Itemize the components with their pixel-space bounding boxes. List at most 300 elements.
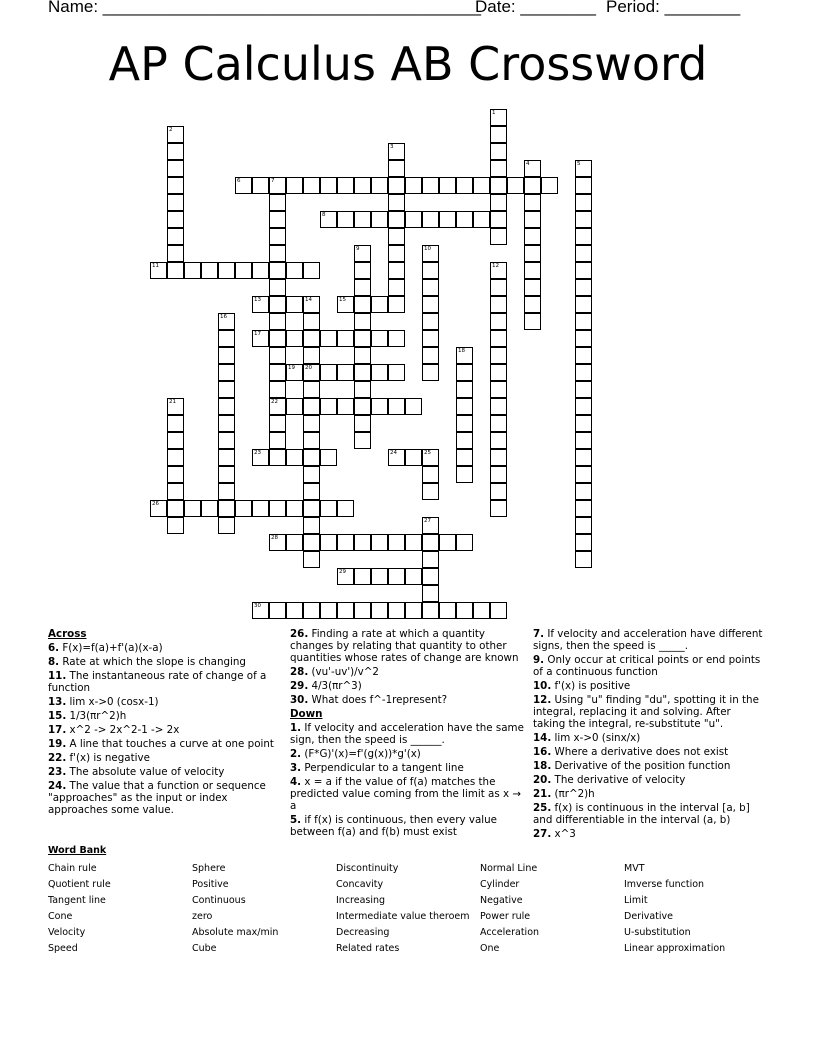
grid-cell[interactable]	[422, 296, 439, 313]
word-bank-word: Velocity	[48, 927, 86, 938]
grid-cell[interactable]	[354, 245, 371, 262]
grid-cell[interactable]	[490, 415, 507, 432]
grid-cell[interactable]	[490, 126, 507, 143]
grid-cell[interactable]	[388, 211, 405, 228]
grid-cell[interactable]	[439, 534, 456, 551]
grid-cell[interactable]	[524, 177, 541, 194]
period-field[interactable]: Period: ________	[606, 0, 741, 16]
grid-cell[interactable]	[354, 398, 371, 415]
grid-cell[interactable]	[252, 296, 269, 313]
clue-number: 5.	[290, 814, 302, 826]
grid-cell[interactable]	[235, 500, 252, 517]
date-field[interactable]: Date: ________	[475, 0, 596, 16]
grid-cell[interactable]	[422, 245, 439, 262]
grid-cell[interactable]	[575, 160, 592, 177]
grid-cell[interactable]	[422, 449, 439, 466]
grid-cell[interactable]	[405, 602, 422, 619]
grid-cell[interactable]	[354, 330, 371, 347]
down-clue	[290, 762, 526, 774]
grid-cell[interactable]	[269, 602, 286, 619]
grid-cell[interactable]	[490, 364, 507, 381]
grid-cell[interactable]	[405, 568, 422, 585]
grid-cell[interactable]	[337, 211, 354, 228]
grid-cell[interactable]	[269, 313, 286, 330]
grid-cell[interactable]	[490, 228, 507, 245]
grid-cell[interactable]	[575, 500, 592, 517]
grid-cell[interactable]	[252, 330, 269, 347]
grid-cell[interactable]	[388, 296, 405, 313]
grid-cell[interactable]	[167, 177, 184, 194]
grid-cell[interactable]	[167, 483, 184, 500]
grid-cell[interactable]	[218, 364, 235, 381]
grid-cell[interactable]	[218, 313, 235, 330]
grid-cell[interactable]	[575, 177, 592, 194]
grid-cell[interactable]	[303, 551, 320, 568]
grid-cell[interactable]	[167, 211, 184, 228]
grid-cell[interactable]	[524, 313, 541, 330]
grid-cell[interactable]	[269, 296, 286, 313]
grid-cell[interactable]	[422, 585, 439, 602]
grid-cell[interactable]	[388, 449, 405, 466]
grid-cell[interactable]	[490, 143, 507, 160]
grid-cell[interactable]	[388, 534, 405, 551]
grid-cell[interactable]	[235, 177, 252, 194]
grid-cell[interactable]	[388, 143, 405, 160]
grid-cell[interactable]	[235, 262, 252, 279]
grid-number: 12	[492, 263, 499, 269]
grid-cell[interactable]	[269, 194, 286, 211]
grid-cell[interactable]	[303, 364, 320, 381]
grid-cell[interactable]	[490, 347, 507, 364]
grid-cell[interactable]	[422, 568, 439, 585]
clue-number: 16.	[533, 746, 552, 758]
grid-number: 26	[152, 501, 159, 507]
grid-cell[interactable]	[456, 398, 473, 415]
clue-number: 10.	[533, 680, 552, 692]
grid-cell[interactable]	[269, 449, 286, 466]
grid-cell[interactable]	[473, 602, 490, 619]
grid-cell[interactable]	[303, 534, 320, 551]
grid-cell[interactable]	[286, 500, 303, 517]
grid-cell[interactable]	[405, 177, 422, 194]
grid-cell[interactable]	[286, 177, 303, 194]
grid-cell[interactable]	[354, 602, 371, 619]
grid-cell[interactable]	[354, 211, 371, 228]
grid-cell[interactable]	[320, 330, 337, 347]
grid-cell[interactable]	[456, 364, 473, 381]
grid-cell[interactable]	[354, 534, 371, 551]
grid-cell[interactable]	[354, 296, 371, 313]
grid-cell[interactable]	[490, 398, 507, 415]
clue-number: 2.	[290, 748, 302, 760]
grid-cell[interactable]	[320, 449, 337, 466]
grid-cell[interactable]	[422, 602, 439, 619]
grid-cell[interactable]	[405, 398, 422, 415]
grid-cell[interactable]	[286, 534, 303, 551]
grid-cell[interactable]	[371, 177, 388, 194]
across-clue	[48, 724, 278, 736]
grid-cell[interactable]	[371, 296, 388, 313]
grid-cell[interactable]	[490, 160, 507, 177]
grid-cell[interactable]	[167, 194, 184, 211]
grid-cell[interactable]	[575, 432, 592, 449]
grid-cell[interactable]	[150, 500, 167, 517]
grid-cell[interactable]	[337, 568, 354, 585]
grid-cell[interactable]	[320, 534, 337, 551]
grid-cell[interactable]	[303, 602, 320, 619]
grid-cell[interactable]	[286, 262, 303, 279]
grid-cell[interactable]	[303, 313, 320, 330]
grid-cell[interactable]	[167, 398, 184, 415]
word-bank-word: Acceleration	[480, 927, 540, 938]
grid-cell[interactable]	[439, 177, 456, 194]
grid-cell[interactable]	[218, 381, 235, 398]
grid-cell[interactable]	[490, 466, 507, 483]
word-bank-column	[624, 861, 725, 957]
grid-cell[interactable]	[405, 211, 422, 228]
grid-cell[interactable]	[218, 432, 235, 449]
clue-text: If velocity and acceleration have different signs, then the speed is _____.	[533, 628, 763, 652]
grid-number: 25	[424, 450, 431, 456]
grid-cell[interactable]	[167, 126, 184, 143]
word-bank-word: Power rule	[480, 911, 531, 922]
grid-cell[interactable]	[252, 500, 269, 517]
grid-cell[interactable]	[337, 500, 354, 517]
grid-cell[interactable]	[167, 415, 184, 432]
down-clue	[290, 748, 526, 760]
grid-cell[interactable]	[150, 262, 167, 279]
grid-cell[interactable]	[371, 398, 388, 415]
grid-cell[interactable]	[575, 551, 592, 568]
grid-cell[interactable]	[456, 415, 473, 432]
grid-cell[interactable]	[303, 398, 320, 415]
grid-cell[interactable]	[269, 262, 286, 279]
grid-cell[interactable]	[507, 177, 524, 194]
grid-cell[interactable]	[456, 449, 473, 466]
grid-number: 13	[254, 297, 261, 303]
grid-cell[interactable]	[439, 211, 456, 228]
grid-cell[interactable]	[575, 228, 592, 245]
grid-cell[interactable]	[269, 534, 286, 551]
grid-cell[interactable]	[167, 143, 184, 160]
grid-cell[interactable]	[167, 517, 184, 534]
grid-cell[interactable]	[167, 466, 184, 483]
grid-cell[interactable]	[167, 160, 184, 177]
grid-cell[interactable]	[354, 313, 371, 330]
grid-cell[interactable]	[422, 347, 439, 364]
grid-cell[interactable]	[422, 534, 439, 551]
grid-cell[interactable]	[575, 381, 592, 398]
grid-cell[interactable]	[320, 500, 337, 517]
word-bank-column	[192, 861, 278, 957]
grid-cell[interactable]	[320, 398, 337, 415]
grid-cell[interactable]	[286, 296, 303, 313]
grid-cell[interactable]	[269, 211, 286, 228]
grid-cell[interactable]	[473, 211, 490, 228]
grid-cell[interactable]	[439, 602, 456, 619]
page-title: AP Calculus AB Crossword	[108, 37, 708, 91]
grid-cell[interactable]	[456, 381, 473, 398]
grid-cell[interactable]	[184, 262, 201, 279]
grid-cell[interactable]	[490, 500, 507, 517]
grid-cell[interactable]	[303, 517, 320, 534]
grid-cell[interactable]	[354, 432, 371, 449]
grid-cell[interactable]	[524, 228, 541, 245]
grid-cell[interactable]	[218, 347, 235, 364]
grid-cell[interactable]	[524, 245, 541, 262]
grid-cell[interactable]	[524, 296, 541, 313]
grid-cell[interactable]	[490, 330, 507, 347]
grid-cell[interactable]	[371, 534, 388, 551]
grid-cell[interactable]	[303, 177, 320, 194]
grid-cell[interactable]	[422, 483, 439, 500]
grid-cell[interactable]	[575, 296, 592, 313]
grid-cell[interactable]	[354, 415, 371, 432]
grid-number: 30	[254, 603, 261, 609]
grid-number: 10	[424, 246, 431, 252]
grid-cell[interactable]	[269, 432, 286, 449]
grid-cell[interactable]	[490, 177, 507, 194]
grid-cell[interactable]	[218, 449, 235, 466]
grid-cell[interactable]	[524, 160, 541, 177]
grid-cell[interactable]	[456, 211, 473, 228]
grid-cell[interactable]	[218, 398, 235, 415]
grid-cell[interactable]	[269, 245, 286, 262]
grid-cell[interactable]	[337, 534, 354, 551]
grid-number: 8	[322, 212, 326, 218]
grid-cell[interactable]	[456, 432, 473, 449]
grid-cell[interactable]	[286, 330, 303, 347]
clue-number: 6.	[48, 642, 60, 654]
grid-cell[interactable]	[490, 279, 507, 296]
grid-cell[interactable]	[303, 347, 320, 364]
grid-cell[interactable]	[286, 449, 303, 466]
grid-cell[interactable]	[575, 330, 592, 347]
grid-cell[interactable]	[286, 602, 303, 619]
grid-cell[interactable]	[337, 364, 354, 381]
grid-cell[interactable]	[490, 211, 507, 228]
grid-cell[interactable]	[354, 262, 371, 279]
grid-cell[interactable]	[371, 211, 388, 228]
grid-cell[interactable]	[575, 466, 592, 483]
grid-cell[interactable]	[167, 449, 184, 466]
grid-cell[interactable]	[269, 279, 286, 296]
grid-cell[interactable]	[388, 262, 405, 279]
grid-cell[interactable]	[269, 330, 286, 347]
clue-text: Rate at which the slope is changing	[59, 656, 246, 668]
grid-cell[interactable]	[490, 296, 507, 313]
grid-cell[interactable]	[167, 500, 184, 517]
grid-cell[interactable]	[286, 364, 303, 381]
grid-cell[interactable]	[388, 398, 405, 415]
grid-cell[interactable]	[269, 177, 286, 194]
grid-cell[interactable]	[354, 347, 371, 364]
grid-cell[interactable]	[490, 381, 507, 398]
grid-cell[interactable]	[303, 262, 320, 279]
grid-cell[interactable]	[388, 245, 405, 262]
word-bank-word: Sphere	[192, 863, 226, 874]
grid-cell[interactable]	[388, 160, 405, 177]
grid-cell[interactable]	[167, 432, 184, 449]
grid-cell[interactable]	[286, 398, 303, 415]
grid-cell[interactable]	[422, 177, 439, 194]
grid-cell[interactable]	[201, 262, 218, 279]
grid-cell[interactable]	[490, 313, 507, 330]
grid-cell[interactable]	[167, 245, 184, 262]
grid-cell[interactable]	[371, 602, 388, 619]
grid-cell[interactable]	[218, 483, 235, 500]
grid-cell[interactable]	[388, 279, 405, 296]
grid-cell[interactable]	[320, 364, 337, 381]
grid-cell[interactable]	[575, 534, 592, 551]
grid-cell[interactable]	[575, 211, 592, 228]
grid-cell[interactable]	[524, 279, 541, 296]
grid-cell[interactable]	[490, 262, 507, 279]
down-clue	[290, 722, 526, 746]
grid-cell[interactable]	[575, 449, 592, 466]
grid-cell[interactable]	[388, 228, 405, 245]
grid-cell[interactable]	[303, 466, 320, 483]
grid-cell[interactable]	[252, 602, 269, 619]
grid-cell[interactable]	[524, 211, 541, 228]
grid-cell[interactable]	[337, 296, 354, 313]
grid-cell[interactable]	[422, 551, 439, 568]
grid-cell[interactable]	[218, 466, 235, 483]
grid-cell[interactable]	[456, 347, 473, 364]
grid-cell[interactable]	[388, 177, 405, 194]
grid-cell[interactable]	[456, 602, 473, 619]
grid-cell[interactable]	[354, 568, 371, 585]
grid-cell[interactable]	[269, 228, 286, 245]
grid-cell[interactable]	[354, 177, 371, 194]
grid-cell[interactable]	[490, 449, 507, 466]
clue-number: 21.	[533, 788, 552, 800]
grid-cell[interactable]	[337, 330, 354, 347]
clue-text: f(x) is continuous in the interval [a, b] and differentiable in the interval (a, b)	[533, 802, 750, 826]
grid-cell[interactable]	[337, 177, 354, 194]
grid-cell[interactable]	[303, 381, 320, 398]
clue-number: 9.	[533, 654, 545, 666]
grid-cell[interactable]	[575, 364, 592, 381]
grid-cell[interactable]	[388, 568, 405, 585]
grid-cell[interactable]	[320, 602, 337, 619]
grid-cell[interactable]	[371, 330, 388, 347]
grid-cell[interactable]	[541, 177, 558, 194]
grid-cell[interactable]	[422, 262, 439, 279]
grid-cell[interactable]	[575, 483, 592, 500]
grid-cell[interactable]	[388, 330, 405, 347]
grid-cell[interactable]	[167, 262, 184, 279]
clue-number: 19.	[48, 738, 67, 750]
grid-cell[interactable]	[337, 398, 354, 415]
grid-cell[interactable]	[269, 347, 286, 364]
grid-cell[interactable]	[490, 194, 507, 211]
grid-cell[interactable]	[490, 109, 507, 126]
grid-cell[interactable]	[473, 177, 490, 194]
grid-cell[interactable]	[388, 602, 405, 619]
grid-cell[interactable]	[218, 517, 235, 534]
clue-text: Only occur at critical points or end points of a continuous function	[533, 654, 761, 678]
grid-cell[interactable]	[490, 602, 507, 619]
grid-cell[interactable]	[405, 534, 422, 551]
grid-cell[interactable]	[184, 500, 201, 517]
grid-cell[interactable]	[490, 483, 507, 500]
grid-cell[interactable]	[218, 500, 235, 517]
grid-cell[interactable]	[269, 381, 286, 398]
grid-cell[interactable]	[218, 262, 235, 279]
grid-cell[interactable]	[167, 228, 184, 245]
grid-cell[interactable]	[575, 313, 592, 330]
grid-cell[interactable]	[524, 262, 541, 279]
grid-cell[interactable]	[303, 449, 320, 466]
grid-cell[interactable]	[405, 449, 422, 466]
grid-cell[interactable]	[575, 398, 592, 415]
word-bank-word: Increasing	[336, 895, 386, 906]
grid-cell[interactable]	[320, 177, 337, 194]
grid-cell[interactable]	[269, 415, 286, 432]
grid-cell[interactable]	[422, 517, 439, 534]
grid-cell[interactable]	[422, 313, 439, 330]
grid-cell[interactable]	[575, 517, 592, 534]
grid-cell[interactable]	[422, 330, 439, 347]
grid-cell[interactable]	[252, 262, 269, 279]
grid-cell[interactable]	[218, 415, 235, 432]
grid-cell[interactable]	[303, 330, 320, 347]
grid-cell[interactable]	[337, 602, 354, 619]
grid-cell[interactable]	[575, 194, 592, 211]
grid-cell[interactable]	[422, 279, 439, 296]
grid-cell[interactable]	[371, 364, 388, 381]
grid-cell[interactable]	[218, 330, 235, 347]
grid-cell[interactable]	[252, 177, 269, 194]
grid-cell[interactable]	[388, 364, 405, 381]
grid-cell[interactable]	[269, 364, 286, 381]
grid-cell[interactable]	[354, 279, 371, 296]
grid-cell[interactable]	[575, 415, 592, 432]
grid-cell[interactable]	[490, 432, 507, 449]
clue-text: Perpendicular to a tangent line	[301, 762, 464, 774]
grid-cell[interactable]	[371, 568, 388, 585]
grid-cell[interactable]	[422, 364, 439, 381]
grid-number: 20	[305, 365, 312, 371]
name-field[interactable]: Name: ________________________________________	[48, 0, 481, 16]
grid-cell[interactable]	[269, 398, 286, 415]
grid-cell[interactable]	[388, 194, 405, 211]
grid-cell[interactable]	[252, 449, 269, 466]
grid-cell[interactable]	[303, 432, 320, 449]
grid-cell[interactable]	[575, 262, 592, 279]
grid-cell[interactable]	[320, 211, 337, 228]
grid-cell[interactable]	[269, 500, 286, 517]
grid-cell[interactable]	[201, 500, 218, 517]
grid-cell[interactable]	[354, 364, 371, 381]
grid-cell[interactable]	[422, 211, 439, 228]
clue-number: 26.	[290, 628, 309, 640]
grid-cell[interactable]	[422, 466, 439, 483]
grid-cell[interactable]	[303, 296, 320, 313]
grid-cell[interactable]	[524, 194, 541, 211]
grid-cell[interactable]	[303, 483, 320, 500]
grid-cell[interactable]	[575, 279, 592, 296]
grid-cell[interactable]	[303, 415, 320, 432]
grid-cell[interactable]	[575, 245, 592, 262]
grid-cell[interactable]	[456, 534, 473, 551]
grid-cell[interactable]	[354, 381, 371, 398]
grid-cell[interactable]	[303, 500, 320, 517]
grid-cell[interactable]	[456, 466, 473, 483]
grid-cell[interactable]	[456, 177, 473, 194]
grid-cell[interactable]	[575, 347, 592, 364]
